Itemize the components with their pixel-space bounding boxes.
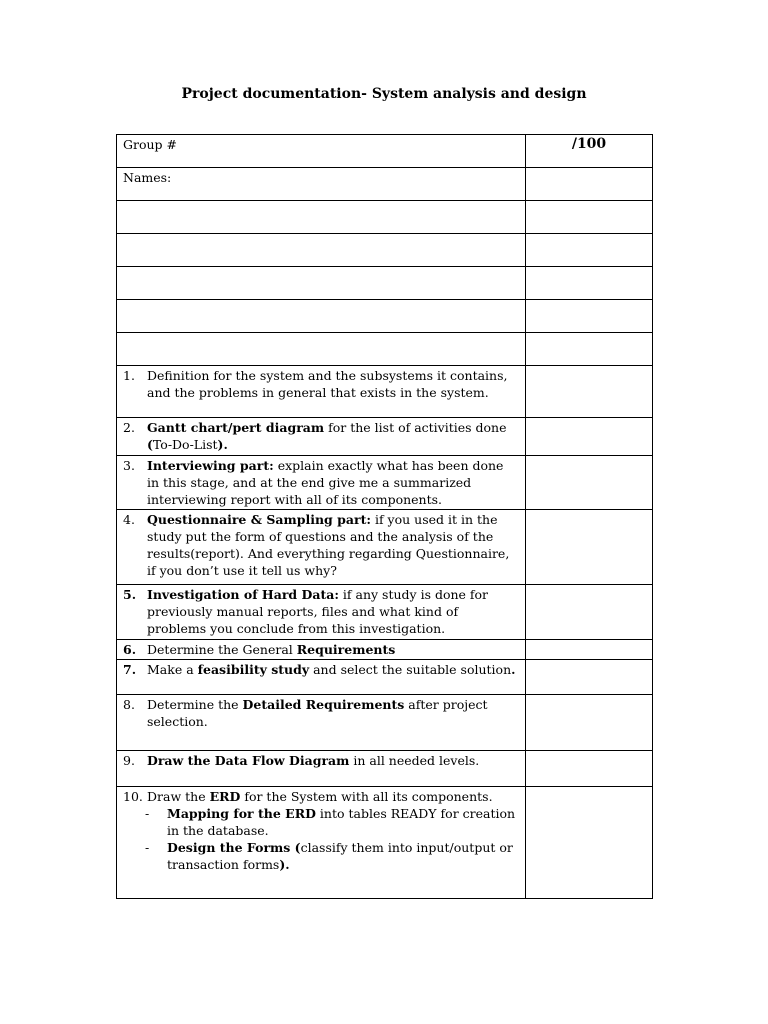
item-text: Gantt chart/pert diagram — [147, 420, 325, 435]
score-cell — [526, 366, 653, 418]
item-text: into tables READY for creation in the database. — [167, 806, 516, 838]
item-description — [147, 457, 519, 508]
grading-table — [116, 134, 653, 899]
item-text: Determine the — [147, 697, 243, 712]
requirement-row — [117, 418, 653, 456]
requirement-cell — [117, 695, 526, 751]
requirement-row — [117, 695, 653, 751]
requirement-cell — [117, 456, 526, 510]
requirement-row — [117, 366, 653, 418]
item-text: Definition for the system and the subsystems it contains, and the problems in general that exists in the system. — [147, 368, 508, 400]
requirement-cell — [117, 418, 526, 456]
item-description — [147, 586, 519, 637]
requirement-row — [117, 751, 653, 787]
item-text: for the System with all its components. — [240, 789, 493, 804]
name-row — [117, 201, 653, 234]
item-text: in all needed levels. — [349, 753, 480, 768]
item-description — [147, 419, 519, 453]
table-row — [117, 135, 653, 168]
names-label: Names: — [117, 168, 526, 201]
score-cell — [526, 660, 653, 695]
requirement-cell — [117, 787, 526, 899]
sub-item — [145, 839, 519, 873]
score-cell — [526, 787, 653, 899]
item-text: Interviewing part: — [147, 458, 274, 473]
requirement-row — [117, 510, 653, 585]
score-cell — [526, 585, 653, 640]
item-description — [147, 641, 395, 658]
sub-item-dash: - — [145, 840, 150, 855]
score-cell — [526, 300, 653, 333]
name-cell — [117, 333, 526, 366]
sub-item-dash: - — [145, 806, 150, 821]
name-cell — [117, 300, 526, 333]
requirement-row — [117, 787, 653, 899]
score-cell — [526, 751, 653, 787]
item-number: 6. — [123, 642, 137, 657]
item-text: . — [511, 662, 516, 677]
item-description — [147, 696, 519, 730]
requirement-row — [117, 660, 653, 695]
item-text: if any study is done for previously manual reports, files and what kind of problems you conclude from this investigation. — [147, 587, 489, 636]
item-number: 4. — [123, 512, 135, 527]
item-text: Determine the General — [147, 642, 297, 657]
item-text: ). — [279, 857, 290, 872]
requirement-cell — [117, 660, 526, 695]
name-cell — [117, 234, 526, 267]
name-row — [117, 234, 653, 267]
item-text: To-Do-List — [152, 437, 218, 452]
item-text: Requirements — [296, 642, 396, 657]
item-text: Draw the Data Flow Diagram — [147, 753, 350, 768]
item-number: 2. — [123, 420, 135, 435]
item-text: ). — [217, 437, 228, 452]
score-cell — [526, 418, 653, 456]
item-text: if you used it in the study put the form of questions and the analysis of the results(report). And everything regarding Questionnaire, if you don’t use it tell us why? — [147, 512, 510, 578]
item-text: Make a — [147, 662, 198, 677]
score-cell — [526, 333, 653, 366]
score-cell — [526, 640, 653, 660]
name-cell — [117, 267, 526, 300]
item-number: 10. — [123, 789, 143, 804]
item-number: 8. — [123, 697, 135, 712]
item-text: Questionnaire & Sampling part: — [147, 512, 371, 527]
score-cell — [526, 510, 653, 585]
item-text: Mapping for the ERD — [167, 806, 316, 821]
item-text: explain exactly what has been done in this stage, and at the end give me a summarized interviewing report with all of its components. — [147, 458, 504, 507]
item-text: Draw the — [147, 789, 210, 804]
sub-item-text — [167, 805, 519, 839]
item-text: after project selection. — [147, 697, 488, 729]
requirement-row — [117, 640, 653, 660]
name-row — [117, 300, 653, 333]
name-row — [117, 267, 653, 300]
sub-item-text — [167, 839, 519, 873]
requirement-row — [117, 456, 653, 510]
item-description — [147, 511, 519, 579]
item-text: Design the Forms ( — [167, 840, 301, 855]
requirement-cell — [117, 510, 526, 585]
name-row — [117, 333, 653, 366]
requirement-cell — [117, 585, 526, 640]
group-label: Group # — [117, 135, 526, 168]
sub-item — [145, 805, 519, 839]
name-cell — [117, 201, 526, 234]
score-cell — [526, 201, 653, 234]
item-description — [147, 788, 493, 805]
requirement-cell — [117, 366, 526, 418]
item-text: classify them into input/output or transaction forms — [167, 840, 513, 872]
item-text: Detailed Requirements — [242, 697, 405, 712]
item-description — [147, 661, 515, 678]
page-title: Project documentation- System analysis and design — [181, 86, 587, 102]
item-number: 9. — [123, 753, 135, 768]
requirement-cell — [117, 640, 526, 660]
score-cell — [526, 267, 653, 300]
item-number: 5. — [123, 587, 137, 602]
requirement-row — [117, 585, 653, 640]
item-text: feasibility study — [197, 662, 310, 677]
item-description — [147, 367, 519, 401]
score-cell — [526, 234, 653, 267]
score-label: /100 — [526, 135, 653, 168]
item-text: and select the suitable solution — [309, 662, 512, 677]
item-number: 7. — [123, 662, 137, 677]
requirement-cell — [117, 751, 526, 787]
table-row — [117, 168, 653, 201]
score-cell — [526, 168, 653, 201]
item-text: for the list of activities done — [324, 420, 507, 435]
score-cell — [526, 695, 653, 751]
item-text: ERD — [209, 789, 241, 804]
item-text: Investigation of Hard Data: — [147, 587, 339, 602]
item-description — [147, 752, 479, 769]
item-number: 1. — [123, 368, 135, 383]
score-cell — [526, 456, 653, 510]
requirements-list — [117, 366, 653, 899]
item-number: 3. — [123, 458, 135, 473]
item-text: ( — [147, 437, 153, 452]
